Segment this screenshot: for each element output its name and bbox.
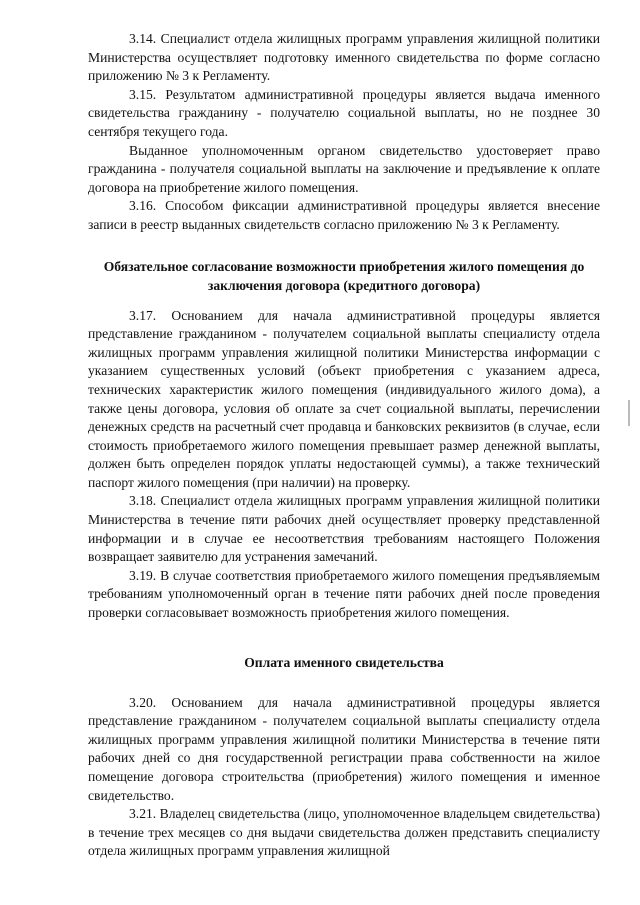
- paragraph-3-20: 3.20. Основанием для начала административной процедуры является представление гражданином - получателем социальной выплаты специалисту отдела жилищных программ управления жилищной политики Министерства в течение пяти рабочих дней со дня государственной регистрации права собственности на жилое помещение договора строительства (приобретения) жилого помещения и именное свидетельство.: [88, 694, 600, 803]
- paragraph-3-14: 3.14. Специалист отдела жилищных программ управления жилищной политики Министерства осуществляет подготовку именного свидетельства по форме согласно приложению № 3 к Регламенту.: [88, 31, 600, 84]
- section-heading-payment: Оплата именного свидетельства: [244, 654, 444, 670]
- spacer: [88, 623, 600, 653]
- scan-edge-mark: [628, 400, 630, 426]
- paragraph-issued-certificate: Выданное уполномоченным органом свидетельство удостоверяет право гражданина - получателя социальной выплаты на заключение и предъявление к оплате договора на приобретение жилого помещения.: [88, 142, 600, 195]
- paragraph-3-17: 3.17. Основанием для начала административной процедуры является представление гражданином - получателем социальной выплаты специалисту отдела жилищных программ управления жилищной политики Министерства информации с указанием существенных условий (объект приобретения с указанием адреса, технических характеристик жилого помещения (индивидуального жилого дома), а также цены договора, условия об оплате за счет социальной выплаты, перечислении денежных средств на расчетный счет продавца и банковских реквизитов (в случае, если стоимость приобретаемого жилого помещения превышает размер денежной выплаты, должен быть определен порядок уплаты недостающей суммы), а также технический паспорт жилого помещения (при наличии) на проверку.: [88, 307, 600, 490]
- spacer: [88, 295, 600, 307]
- paragraph-3-18: 3.18. Специалист отдела жилищных программ управления жилищной политики Министерства в течение пяти рабочих дней осуществляет проверку представленной информации и в случае ее несоответствия требованиям настоящего Положения возвращает заявителю для устранения замечаний.: [88, 493, 600, 565]
- paragraph-3-16: 3.16. Способом фиксации административной процедуры является внесение записи в реестр выданных свидетельств согласно приложению № 3 к Регламенту.: [88, 198, 600, 232]
- paragraph-3-19: 3.19. В случае соответствия приобретаемого жилого помещения предъявляемым требованиям уполномоченный орган в течение пяти рабочих дней после проведения проверки согласовывает возможность приобретения жилого помещения.: [88, 567, 600, 621]
- spacer: [88, 672, 600, 694]
- paragraph-3-15: 3.15. Результатом административной процедуры является выдача именного свидетельства гражданину - получателю социальной выплаты, но не позднее 30 сентября текущего года.: [88, 86, 600, 139]
- spacer: [88, 235, 600, 257]
- section-heading-approval: Обязательное согласование возможности приобретения жилого помещения до заключения договора (кредитного договора): [103, 258, 585, 293]
- paragraph-3-21: 3.21. Владелец свидетельства (лицо, уполномоченное владельцем свидетельства) в течение трех месяцев со дня выдачи свидетельства должен представить специалисту отдела жилищных программ управления жилищной: [88, 806, 600, 859]
